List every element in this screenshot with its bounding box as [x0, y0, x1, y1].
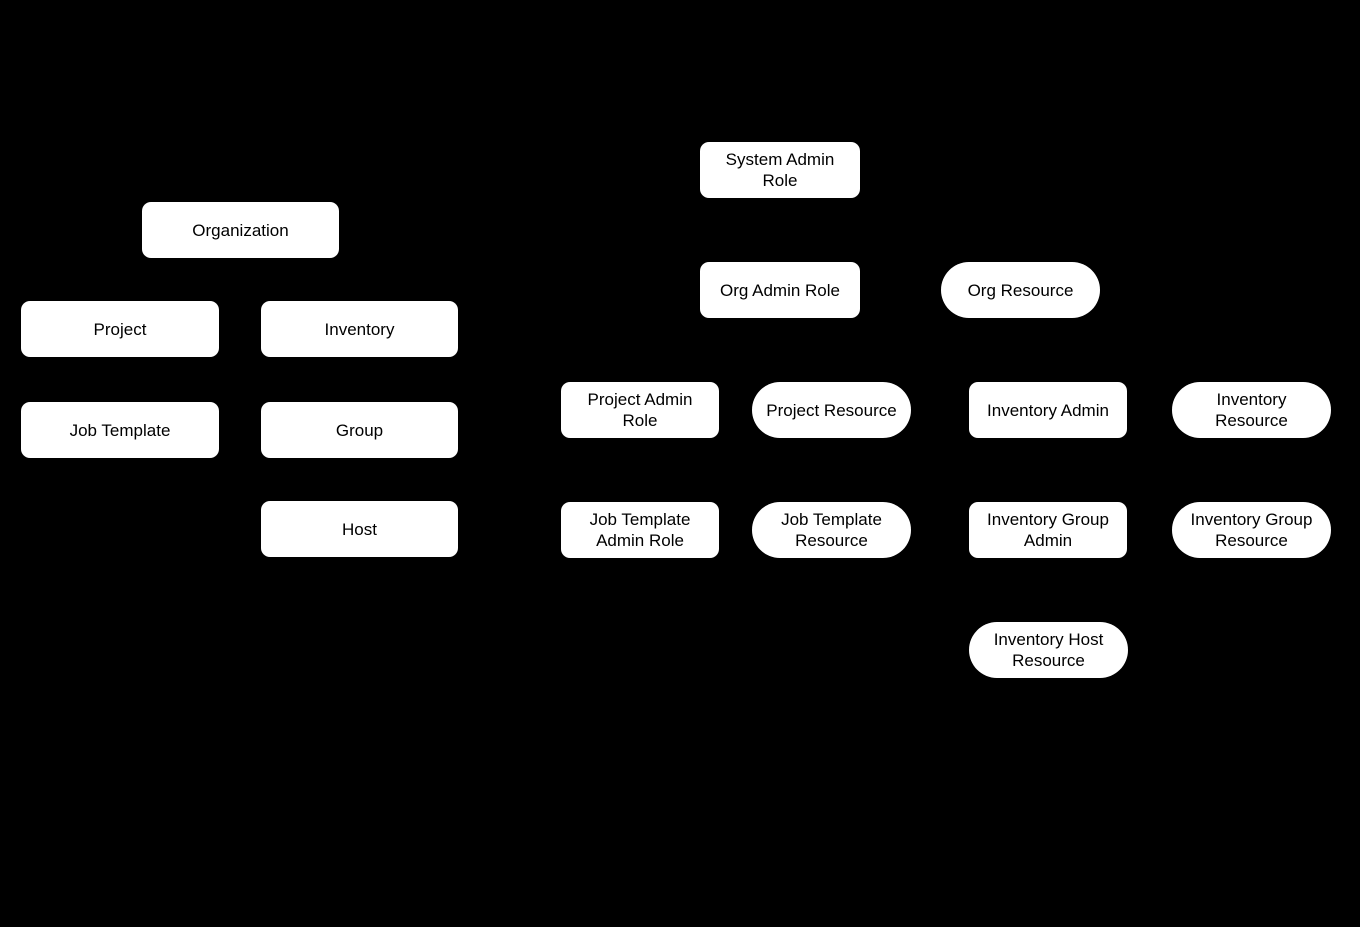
node-label-line: Host — [342, 519, 377, 539]
node-label-line: Inventory Admin — [987, 400, 1109, 420]
node-system-admin-role — [700, 142, 860, 198]
node-inventory-resource — [1172, 382, 1331, 438]
node-label-line: Resource — [1215, 531, 1288, 550]
node-inventory-group-resource — [1172, 502, 1331, 558]
node-label-line: Project Admin — [587, 390, 693, 409]
node-label-line: Resource — [795, 531, 868, 550]
node-inventory-host-resource — [969, 622, 1128, 678]
node-label-line: Resource — [1012, 651, 1085, 670]
node-label-line: System Admin — [725, 150, 835, 169]
node-label-line: Role — [622, 411, 658, 430]
node-label-line: Job Template — [781, 510, 882, 529]
node-inventory-admin — [969, 382, 1127, 438]
node-label-line: Inventory Group — [987, 510, 1109, 529]
node-label-line: Job Template — [69, 420, 171, 440]
node-label-line: Inventory Host — [993, 630, 1104, 649]
node-job-template-admin-role — [561, 502, 719, 558]
node-label-line: Admin Role — [596, 531, 684, 550]
node-label-line: Org Resource — [967, 280, 1074, 300]
node-label-line: Organization — [192, 220, 289, 240]
node-label-line: Inventory — [1216, 390, 1287, 409]
node-organization — [142, 202, 339, 258]
node-group — [261, 402, 458, 458]
node-inventory — [261, 301, 458, 357]
node-job-template — [21, 402, 219, 458]
node-job-template-resource — [752, 502, 911, 558]
node-label-line: Org Admin Role — [720, 280, 840, 300]
node-label-line: Job Template — [589, 510, 691, 529]
node-label-line: Inventory Group — [1190, 510, 1313, 529]
node-org-admin-role — [700, 262, 860, 318]
node-project-resource — [752, 382, 911, 438]
node-project — [21, 301, 219, 357]
node-label-line: Inventory — [324, 319, 395, 339]
node-label-line: Project — [93, 319, 147, 339]
node-label-line: Admin — [1023, 531, 1073, 550]
node-label-line: Group — [335, 420, 384, 440]
node-inventory-group-admin — [969, 502, 1127, 558]
node-host — [261, 501, 458, 557]
node-project-admin-role — [561, 382, 719, 438]
node-org-resource — [941, 262, 1100, 318]
node-label-line: Role — [762, 171, 798, 190]
node-label-line: Resource — [1215, 411, 1288, 430]
node-label-line: Project Resource — [766, 400, 897, 420]
